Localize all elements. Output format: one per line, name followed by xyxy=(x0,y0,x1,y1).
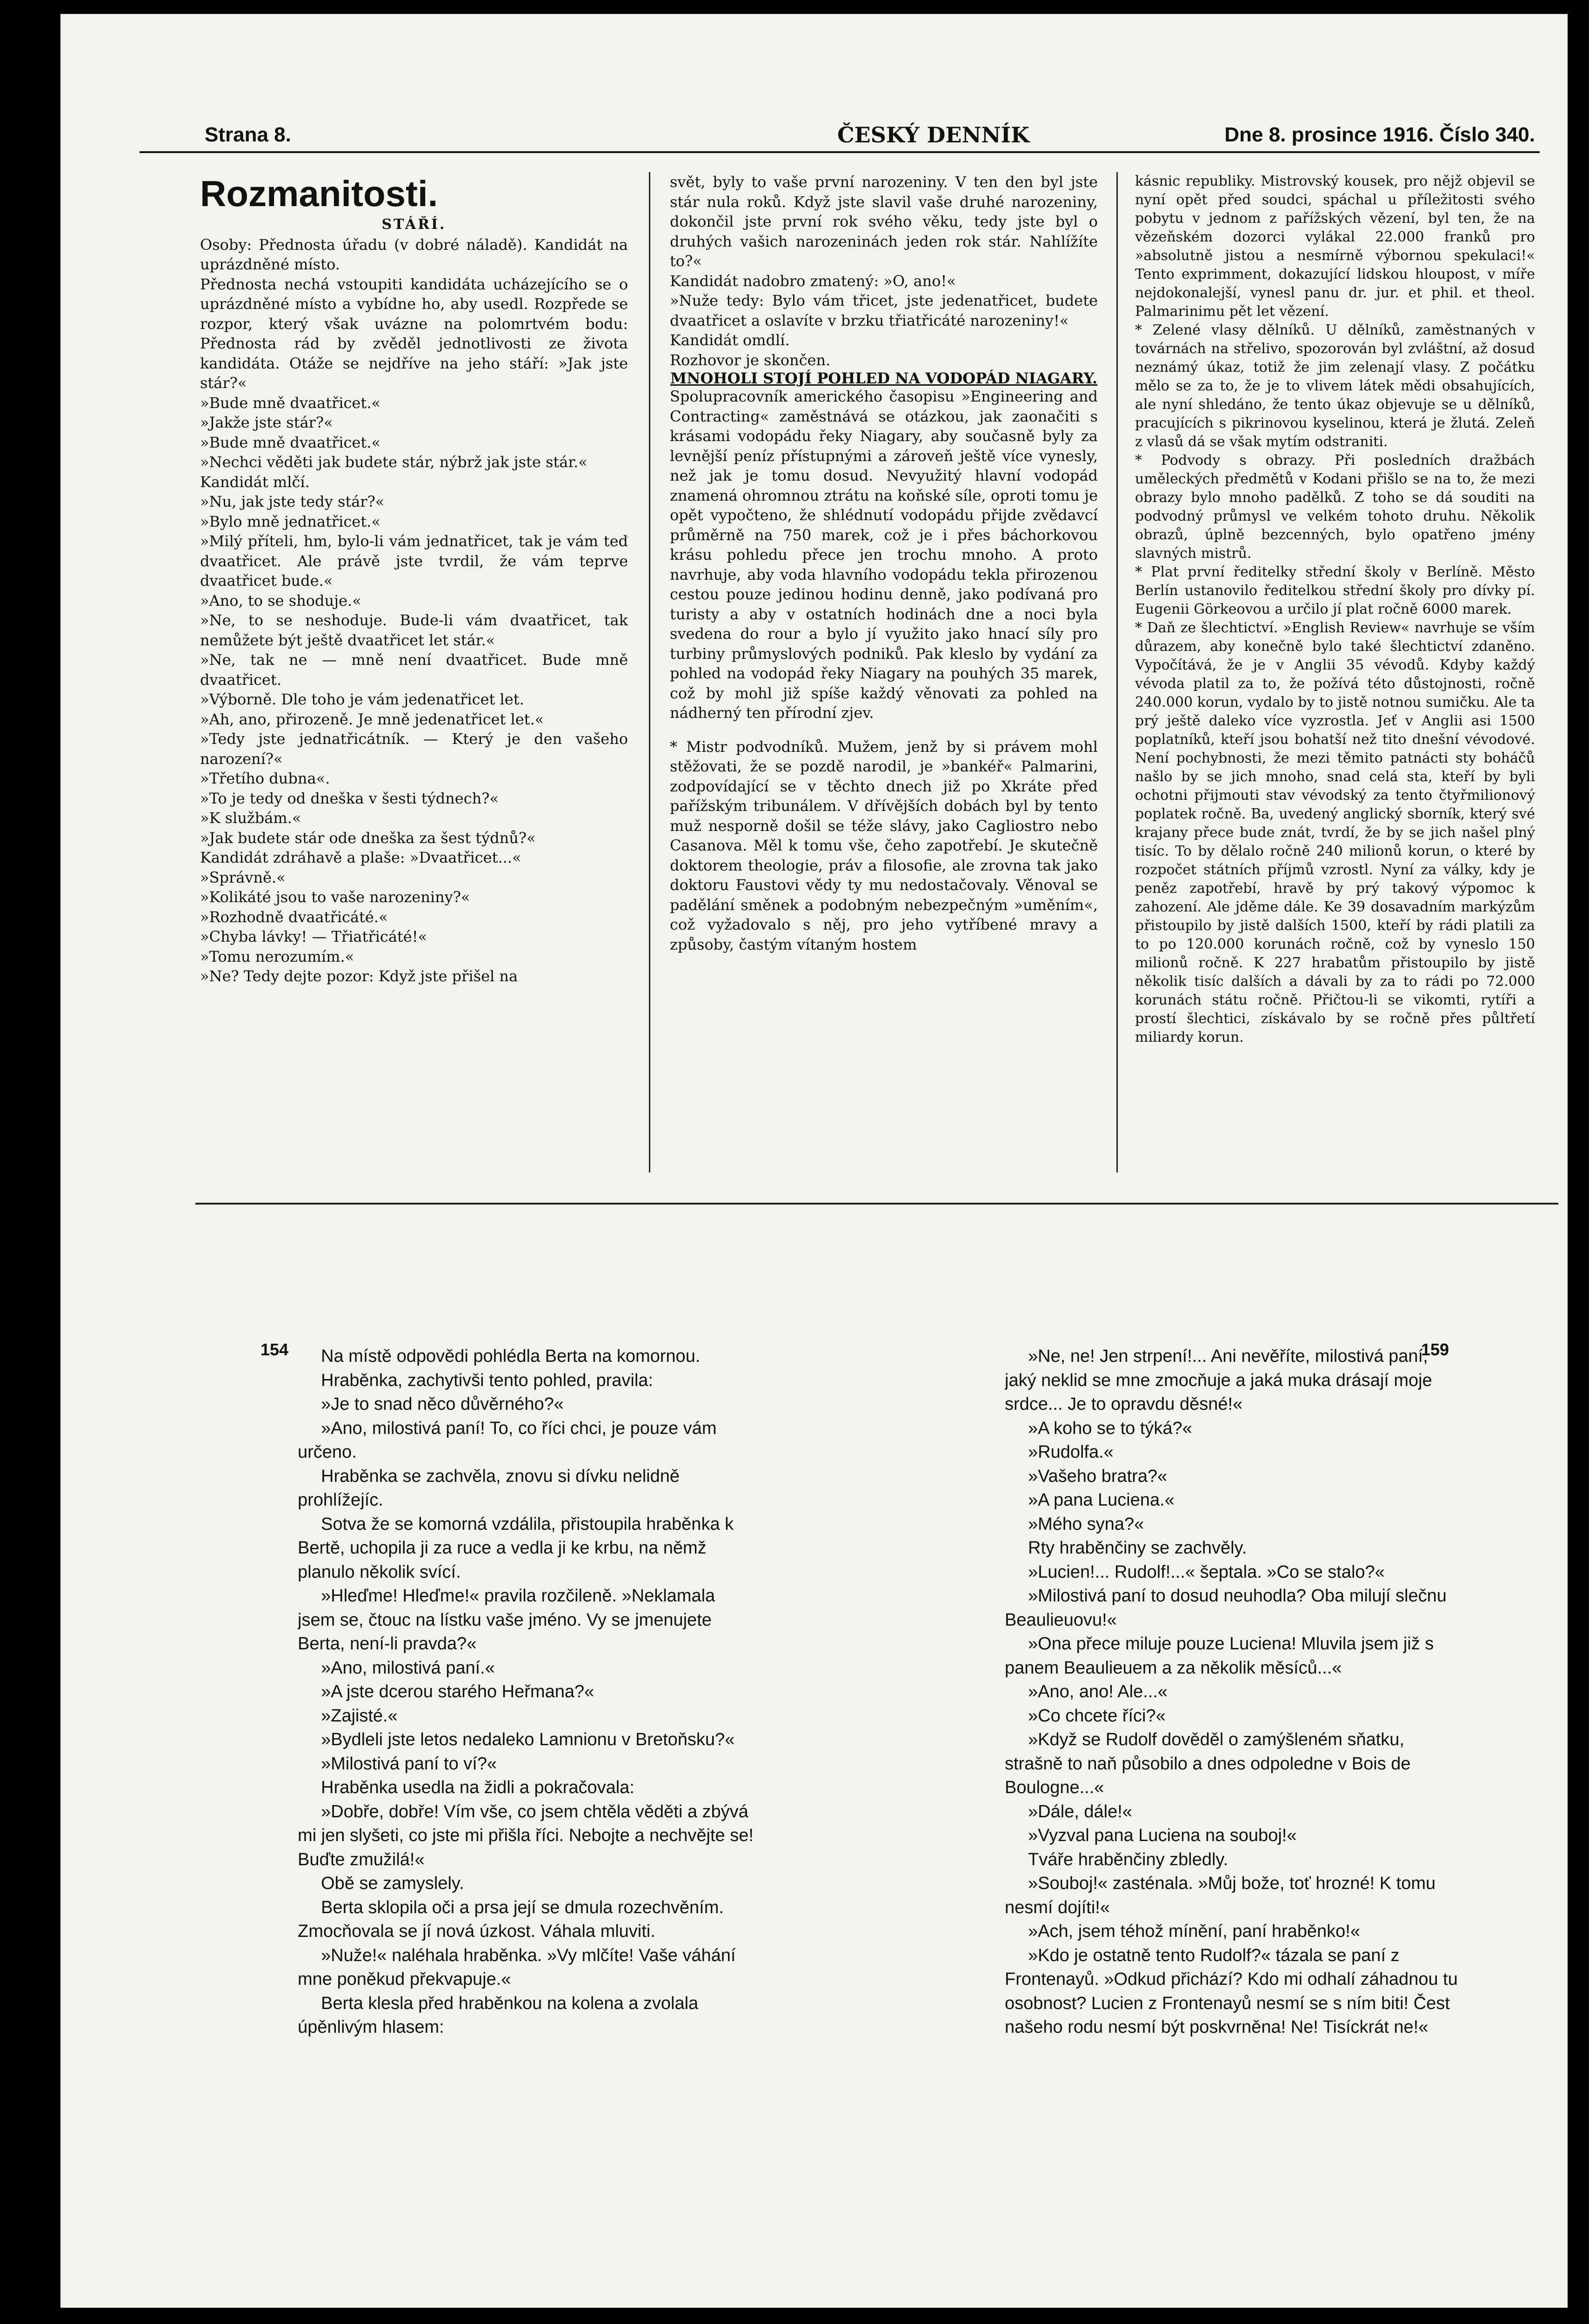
paragraph: »Nu, jak jste tedy stár?« xyxy=(200,493,385,510)
paragraph: »Hleďme! Hleďme!« pravila rozčileně. »Neklamala jsem se, čtouc na lístku vaše jméno. Vy se jmenujete Berta, není-li pravda?« xyxy=(298,1586,715,1654)
section-title: Rozmanitosti. xyxy=(200,173,438,214)
paragraph: »Když se Rudolf dověděl o zamýšleném sňatku, strašně to naň působilo a dnes odpoledne v Bois de Boulogne...« xyxy=(1005,1730,1411,1797)
paragraph: Sotva že se komorná vzdálila, přistoupila hraběnka k Bertě, uchopila ji za ruce a vedla ji ke krbu, na němž planulo několik svící. xyxy=(298,1514,734,1582)
paragraph: »Dobře, dobře! Vím vše, co jsem chtěla věděti a zbývá mi jen slyšeti, co jste mi přišla říci. Nebojte a nechvějte se! Buďte zmužilá!« xyxy=(298,1802,754,1869)
article-body xyxy=(200,235,628,986)
paragraph: * Podvody s obrazy. Při posledních dražbách uměleckých předmětů v Kodani přišlo se na to, že mezi obrazy bylo mnoho padělků. Z toho se dá souditi na podvodný průmysl ve velkém tohoto druhu. Několik obrazů, úplně bezcenných, bylo opatřeno jmény slavných mistrů. xyxy=(1135,452,1535,562)
paragraph: »Bydleli jste letos nedaleko Lamnionu v Bretoňsku?« xyxy=(321,1730,735,1749)
paragraph: Berta klesla před hraběnkou na kolena a zvolala úpěnlivým hlasem: xyxy=(298,1993,699,2037)
paragraph: »Bude mně dvaatřicet.« xyxy=(200,433,381,451)
paragraph: Kandidát zdráhavě a plaše: »Dvaatřicet...« xyxy=(200,849,521,866)
paragraph: »Je to snad něco důvěrného?« xyxy=(321,1394,564,1414)
paragraph: Berta sklopila oči a prsa její se dmula rozechvěním. Zmocňovala se jí nová úzkost. Váhala mluviti. xyxy=(298,1897,724,1941)
paragraph: »Bylo mně jednatřicet.« xyxy=(200,512,381,530)
paragraph: »Jakže jste stár?« xyxy=(200,414,333,431)
paragraph: »Ne, tak ne — mně není dvaatřicet. Bude mně dvaatřicet. xyxy=(200,651,628,689)
paragraph: »Ano, milostivá paní! To, co říci chci, je pouze vám určeno. xyxy=(298,1418,717,1462)
paragraph: »Ano, to se shoduje.« xyxy=(200,591,361,609)
novel-page-left xyxy=(298,1345,754,2229)
paragraph: »Ona přece miluje pouze Luciena! Mluvila jsem již s panem Beaulieuem a za několik měsíců...« xyxy=(1005,1634,1434,1678)
paragraph: »Tedy jste jednatřicátník. — Který je den vašeho narození?« xyxy=(200,730,628,768)
paragraph: Obě se zamyslely. xyxy=(321,1874,464,1893)
paragraph: »Třetího dubna«. xyxy=(200,770,330,787)
paragraph: »Souboj!« zasténala. »Můj bože, toť hrozné! K tomu nesmí dojíti!« xyxy=(1005,1874,1436,1917)
paragraph: »A jste dcerou starého Heřmana?« xyxy=(321,1682,594,1701)
paragraph: »Zajisté.« xyxy=(321,1706,398,1726)
paragraph: Rty hraběnčiny se zachvěly. xyxy=(1028,1538,1247,1558)
column-rule xyxy=(649,172,650,1172)
paragraph: »Nechci věděti jak budete stár, nýbrž jak jste stár.« xyxy=(200,453,588,471)
paragraph: »Milostivá paní to dosud neuhodla? Oba milují slečnu Beaulieuovu!« xyxy=(1005,1586,1447,1630)
paragraph: »Tomu nerozumím.« xyxy=(200,947,354,965)
paragraph: »Nuže tedy: Bylo vám třicet, jste jedenatřicet, budete dvaatřicet a oslavíte v brzku třiatřicáté narozeniny!« xyxy=(670,292,1098,329)
paragraph: »Ne, to se neshoduje. Bude-li vám dvaatřicet, tak nemůžete být ještě dvaatřicet let stár.« xyxy=(200,611,628,649)
paper-name: ČESKÝ DENNÍK xyxy=(837,122,1030,147)
paragraph: »To je tedy od dneška v šesti týdnech?« xyxy=(200,789,499,807)
page-number: Strana 8. xyxy=(205,123,291,146)
section-divider xyxy=(195,1203,1558,1205)
paragraph: »Milý příteli, hm, bylo-li vám jednatřicet, tak je vám teď dvaatřicet. Ale právě jste tvrdil, že vám teprve dvaatřicet bude.« xyxy=(200,532,628,589)
paragraph: »A pana Luciena.« xyxy=(1028,1490,1175,1510)
paragraph: »Rudolfa.« xyxy=(1028,1442,1114,1462)
paragraph: Kandidát nadobro zmatený: »O, ano!« xyxy=(670,272,956,290)
paragraph: Na místě odpovědi pohlédla Berta na komornou. xyxy=(321,1346,701,1366)
paragraph: »Výborně. Dle toho je vám jedenatřicet let. xyxy=(200,690,524,708)
paragraph: »Vyzval pana Luciena na souboj!« xyxy=(1028,1826,1297,1845)
paragraph: Osoby: Přednosta úřadu (v dobré náladě). Kandidát na uprázdněné místo. xyxy=(200,235,628,273)
paragraph: »Bude mně dvaatřicet.« xyxy=(200,394,381,412)
paragraph: »Co chcete říci?« xyxy=(1028,1706,1166,1726)
paragraph: Hraběnka usedla na židli a pokračovala: xyxy=(321,1778,634,1797)
paragraph: »Ah, ano, přirozeně. Je mně jedenatřicet let.« xyxy=(200,710,544,728)
paragraph: »Lucien!... Rudolf!...« šeptala. »Co se stalo?« xyxy=(1028,1562,1385,1582)
novel-page-number-left: 154 xyxy=(260,1340,289,1359)
paragraph: * Zelené vlasy dělníků. U dělníků, zaměstnaných v továrnách na střelivo, spozorován byl zvláštní, až dosud neznámý úkaz, totiž že jim zelenají vlasy. Z počátku mělo se za to, že je to vlivem látek mědi obsahujících, ale nyní shledáno, že tento úkaz objevuje se u dělníků, pracujících s pikrinovou kyselinou, která je žlutá. Zeleň z vlasů dá se však mytím odstraniti. xyxy=(1135,322,1535,450)
paragraph: Kandidát omdlí. xyxy=(670,331,790,349)
paragraph: Přednosta nechá vstoupiti kandidáta ucházejícího se o uprázdněné místo a vybídne ho, aby usedl. Rozpřede se rozpor, který však uvázne na polomrtvém bodu: Přednosta rád by zvěděl jednotlivosti ze života kandidáta. Otáže se nejdříve na jeho stáří: »Jak jste stár?« xyxy=(200,275,628,392)
novel-page-right xyxy=(1005,1345,1461,2229)
paragraph: »Správně.« xyxy=(200,868,286,886)
article-title: STÁŘÍ. xyxy=(381,216,447,233)
paragraph: »Vašeho bratra?« xyxy=(1028,1466,1168,1486)
paragraph: »Dále, dále!« xyxy=(1028,1802,1132,1822)
paragraph: »Ne, ne! Jen strpení!... Ani nevěříte, milostivá paní, jaký neklid se mne zmocňuje a jaká muka drásají moje srdce... Je to opravdu děsné!« xyxy=(1005,1346,1432,1414)
paragraph: »Nuže!« naléhala hraběnka. »Vy mlčíte! Vaše váhání mne poněkud překvapuje.« xyxy=(298,1945,736,1989)
paragraph: »Ne? Tedy dejte pozor: Když jste přišel na xyxy=(200,967,518,985)
column-1 xyxy=(200,172,628,1163)
article-title: MNOHOLI STOJÍ POHLED NA VODOPÁD NIAGARY. xyxy=(670,369,1098,387)
novel-page-number-right: 159 xyxy=(1421,1340,1449,1359)
paragraph: * Plat první ředitelky střední školy v Berlíně. Město Berlín ustanovilo ředitelkou střední školy pro dívky pí. Eugenii Görkeovou a určilo jí plat ročně 6000 marek. xyxy=(1135,564,1535,617)
paragraph: »Ano, milostivá paní.« xyxy=(321,1658,495,1678)
paragraph: Spolupracovník amerického časopisu »Engineering and Contracting« zaměstnává se otázkou, jak zaonačiti s krásami vodopádu řeky Niagary, aby současně byly za levnější peníz přístupnými a zároveň ještě více vynesly, než jak je tomu dosud. Nevyužitý hlavní vodopád znamená ohromnou ztrátu na koňské síle, oproti tomu je opět vypočteno, že shlédnutí vodopádu přijde zvědavcí průměrně na 750 marek, což je i přes báchorkovou krásu pohledu přece jen trochu mnoho. A proto navrhuje, aby voda hlavního vodopádu tekla přirozenou cestou pouze jedinou hodinu denně, jako podívaná pro turisty a aby v ostatních hodinách dne a noci byla svedena do rour a bylo jí využito jako hnací síly pro turbiny průmyslových podniků. Pak kleslo by vydání za pohled na vodopád řeky Niagary na pouhých 35 marek, což by mohl již spíše každý věnovati za pohled na nádherný ten přírodní zjev. xyxy=(670,388,1098,722)
paragraph: »Jak budete stár ode dneška za šest týdnů?« xyxy=(200,829,536,847)
paragraph: »Kolikáté jsou to vaše narozeniny?« xyxy=(200,888,470,906)
paragraph: »Rozhodně dvaatřicáté.« xyxy=(200,908,388,926)
paragraph: kásnic republiky. Mistrovský kousek, pro nějž objevil se nyní opět před soudci, spáchal u příležitosti svého pobytu v jednom z pařížských vězení, byl ten, že na vězeňském dozorci vylákal 22.000 franků pro »absolutně jistou a nesmírně výbornou spekulaci!« Tento exprimment, dokazující lidskou hloupost, v míře nejdokonalejší, vynesl panu dr. jur. et phil. et theol. Palmarinimu pět let vězení. xyxy=(1135,173,1535,320)
paragraph: * Mistr podvodníků. Mužem, jenž by si právem mohl stěžovati, že se pozdě narodil, je »bankéř« Palmarini, zodpovídající se v těchto dnech již po Xkráte před pařížským tribunálem. V dřívějších dobách byl by tento muž nesporně došil se téže slávy, jako Cagliostro nebo Casanova. Měl k tomu vše, čeho zapotřebí. Je skutečně doktorem theologie, práv a filosofie, ale zrovna tak jako doktoru Faustovi vědy ty mu nedostačovaly. Věnoval se padělání směnek a podobným nebezpečným »uměním«, což vyžadovalo s něj, pro jeho vytříbené mravy a způsoby, častým vítaným hostem xyxy=(670,737,1098,953)
paragraph: Rozhovor je skončen. xyxy=(670,351,831,369)
paragraph: * Daň ze šlechtictví. »English Review« navrhuje se vším důrazem, aby konečně bylo také šlechtictví zdaněno. Vypočítává, že je v Anglii 35 vévodů. Kdyby každý vévoda platil za to, že požívá této důstojnosti, ročně 240.000 korun, vydalo by to jistě notnou sumičku. Ale ta prý ještě daleko více vyzrostla. Jeť v Anglii asi 1500 poplatníků, kteří jsou bohatší než tito dnešní vévodové. Není pochybnosti, že mezi těmito patnácti sty boháčů našlo by se jich mnoho, snad celá sta, kteří by byli ochotni přijmouti stav vévodský za tento čtyřmilionový poplatek ročně. Ba, uvedený anglický sborník, který své krajany přece bude znát, tvrdí, že by se jich našel plný tisíc. To by dělalo ročně 240 milionů korun, o které by rozpočet státních příjmů vzrostl. Nyní za války, kdy je peněz zapotřebí, hravě by prý takový výpomoc k zahození. Ale jděme dále. Ke 39 dosavadním markýzům přistoupilo by jistě dalších 1500, kteří by rádi platili za to po 120.000 korunách ročně, což by vyneslo 150 milionů ročně. K 227 hrabatům přistoupilo by jistě několik tisíc dalších a dávali by za to rádi po 72.000 korunách státu ročně. Přičtou-li se vikomti, rytíři a prostí šlechtici, získávalo by se ročně přes půltřetí miliardy korun. xyxy=(1135,620,1535,1045)
paragraph: Hraběnka se zachvěla, znovu si dívku nelidně prohlížejíc. xyxy=(298,1466,680,1510)
paragraph: svět, byly to vaše první narozeniny. V ten den byl jste stár nula roků. Když jste slavil vaše druhé narozeniny, dokončil jste první rok svého věku, tedy jste byl o druhých vašich narozeninách jeden rok stár. Nahlížíte to?« xyxy=(670,173,1098,270)
paragraph: »Ano, ano! Ale...« xyxy=(1028,1682,1168,1701)
column-2 xyxy=(670,172,1098,1163)
issue-date: Dne 8. prosince 1916. Číslo 340. xyxy=(1224,123,1535,146)
column-3 xyxy=(1135,172,1535,1163)
paragraph: »Kdo je ostatně tento Rudolf?« tázala se paní z Frontenayů. »Odkud přichází? Kdo mi odhalí záhadnou tu osobnost? Lucien z Frontenayů nesmí se s ním biti! Čest našeho rodu nesmí být poskvrněna! Ne! Tisíckrát ne!« xyxy=(1005,1945,1458,2037)
paragraph: »Milostivá paní to ví?« xyxy=(321,1754,497,1774)
paragraph: »Ach, jsem téhož mínění, paní hraběnko!« xyxy=(1028,1922,1360,1941)
paragraph: »A koho se to týká?« xyxy=(1028,1418,1192,1438)
column-rule xyxy=(1116,172,1118,1172)
paragraph: Tváře hraběnčiny zbledly. xyxy=(1028,1849,1228,1869)
masthead xyxy=(140,119,1540,153)
paragraph: Hraběnka, zachytivši tento pohled, pravila: xyxy=(321,1370,653,1390)
paragraph: »Mého syna?« xyxy=(1028,1514,1144,1534)
paragraph: »K službám.« xyxy=(200,809,301,827)
paragraph: »Chyba lávky! — Třiatřicáté!« xyxy=(200,928,427,945)
paragraph: Kandidát mlčí. xyxy=(200,473,310,491)
